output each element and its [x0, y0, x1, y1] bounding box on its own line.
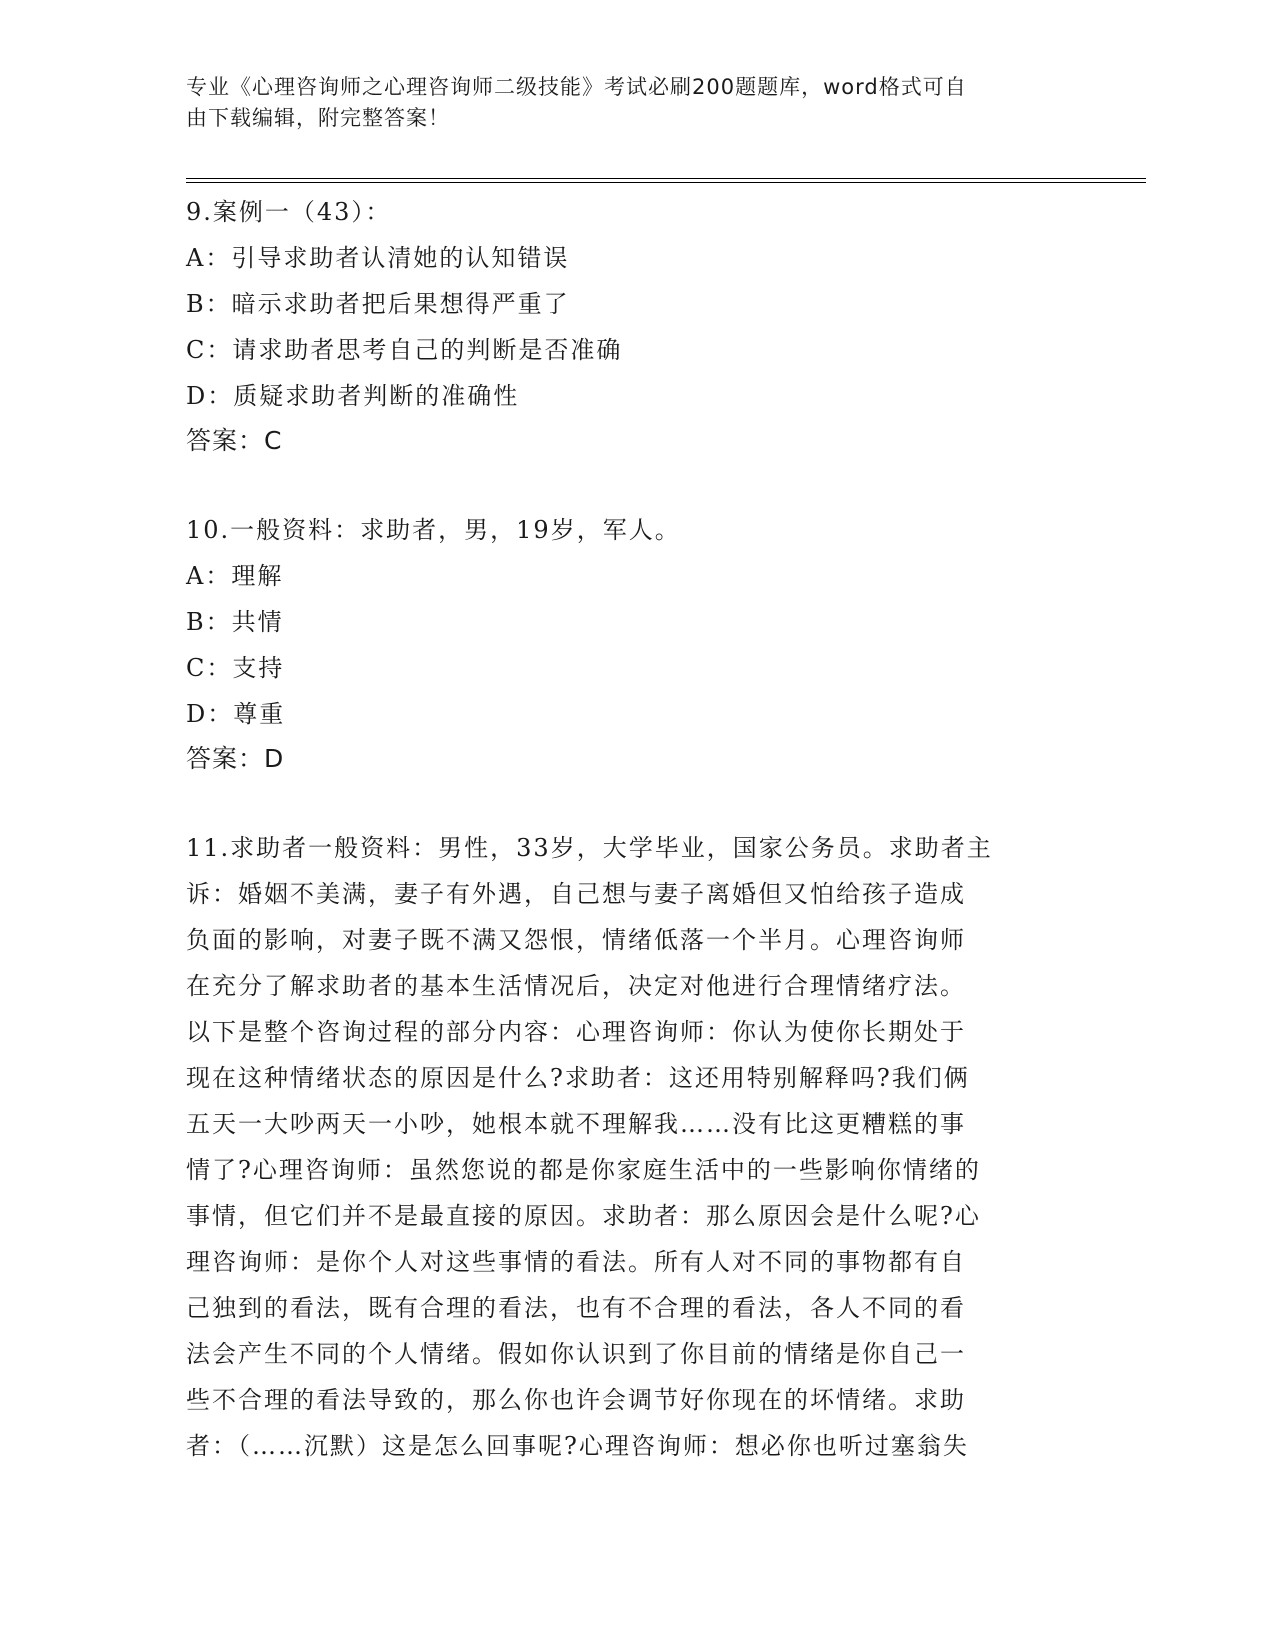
header-line-2: 由下载编辑，附完整答案！ [186, 106, 450, 130]
stem-line: 己独到的看法，既有合理的看法，也有不合理的看法，各人不同的看 [186, 1294, 966, 1322]
option-text: 理解 [231, 562, 284, 590]
stem-line: 负面的影响，对妻子既不满又怨恨，情绪低落一个半月。心理咨询师 [186, 926, 966, 954]
option-b [186, 281, 1076, 327]
stem-line: 现在这种情绪状态的原因是什么?求助者：这还用特别解释吗?我们俩 [186, 1064, 970, 1092]
option-d [186, 373, 1076, 419]
option-text: 质疑求助者判断的准确性 [233, 382, 520, 410]
option-text: 支持 [232, 654, 285, 682]
option-letter: B： [186, 608, 232, 636]
document-header [186, 72, 1056, 134]
option-letter: D： [186, 382, 234, 410]
option-text: 引导求助者认清她的认知错误 [231, 244, 570, 272]
option-letter: A： [186, 562, 232, 590]
option-letter: C： [186, 336, 233, 364]
option-letter: A： [186, 244, 232, 272]
header-line-1: 专业《心理咨询师之心理咨询师二级技能》考试必刷200题题库，word格式可自 [186, 75, 967, 99]
question-item [186, 825, 1076, 1469]
question-item [186, 189, 1076, 463]
option-letter: D： [186, 700, 234, 728]
option-text: 共情 [231, 608, 284, 636]
header-divider-bottom [186, 182, 1146, 183]
stem-line: 理咨询师：是你个人对这些事情的看法。所有人对不同的事物都有自 [186, 1248, 966, 1276]
answer-line: 答案：C [186, 426, 283, 455]
stem-line: 者：（……沉默）这是怎么回事呢?心理咨询师：想必你也听过塞翁失 [186, 1432, 969, 1460]
stem-line: 些不合理的看法导致的，那么你也许会调节好你现在的坏情绪。求助 [186, 1386, 966, 1414]
stem-line: 11.求助者一般资料：男性，33岁，大学毕业，国家公务员。求助者主 [186, 834, 993, 862]
stem-line: 诉：婚姻不美满，妻子有外遇，自己想与妻子离婚但又怕给孩子造成 [186, 880, 966, 908]
option-c [186, 327, 1076, 373]
option-text: 暗示求助者把后果想得严重了 [231, 290, 570, 318]
question-list [186, 189, 1076, 1513]
question-stem-block [186, 825, 1076, 1469]
option-c [186, 645, 1076, 691]
stem-line: 在充分了解求助者的基本生活情况后，决定对他进行合理情绪疗法。 [186, 972, 966, 1000]
option-text: 尊重 [233, 700, 286, 728]
stem-line: 情了?心理咨询师：虽然您说的都是你家庭生活中的一些影响你情绪的 [186, 1156, 981, 1184]
header-divider-top [186, 178, 1146, 179]
option-a [186, 235, 1076, 281]
option-letter: B： [186, 290, 232, 318]
option-text: 请求助者思考自己的判断是否准确 [232, 336, 623, 364]
option-d [186, 691, 1076, 737]
stem-line: 法会产生不同的个人情绪。假如你认识到了你目前的情绪是你自己一 [186, 1340, 966, 1368]
stem-line: 事情，但它们并不是最直接的原因。求助者：那么原因会是什么呢?心 [186, 1202, 981, 1230]
option-a [186, 553, 1076, 599]
answer-line: 答案：D [186, 744, 285, 773]
option-letter: C： [186, 654, 233, 682]
option-b [186, 599, 1076, 645]
question-stem: 9.案例一（43）： [186, 198, 392, 226]
question-item [186, 507, 1076, 781]
question-stem: 10.一般资料：求助者，男，19岁，军人。 [186, 516, 681, 544]
stem-line: 五天一大吵两天一小吵，她根本就不理解我……没有比这更糟糕的事 [186, 1110, 966, 1138]
stem-line: 以下是整个咨询过程的部分内容：心理咨询师：你认为使你长期处于 [186, 1018, 966, 1046]
